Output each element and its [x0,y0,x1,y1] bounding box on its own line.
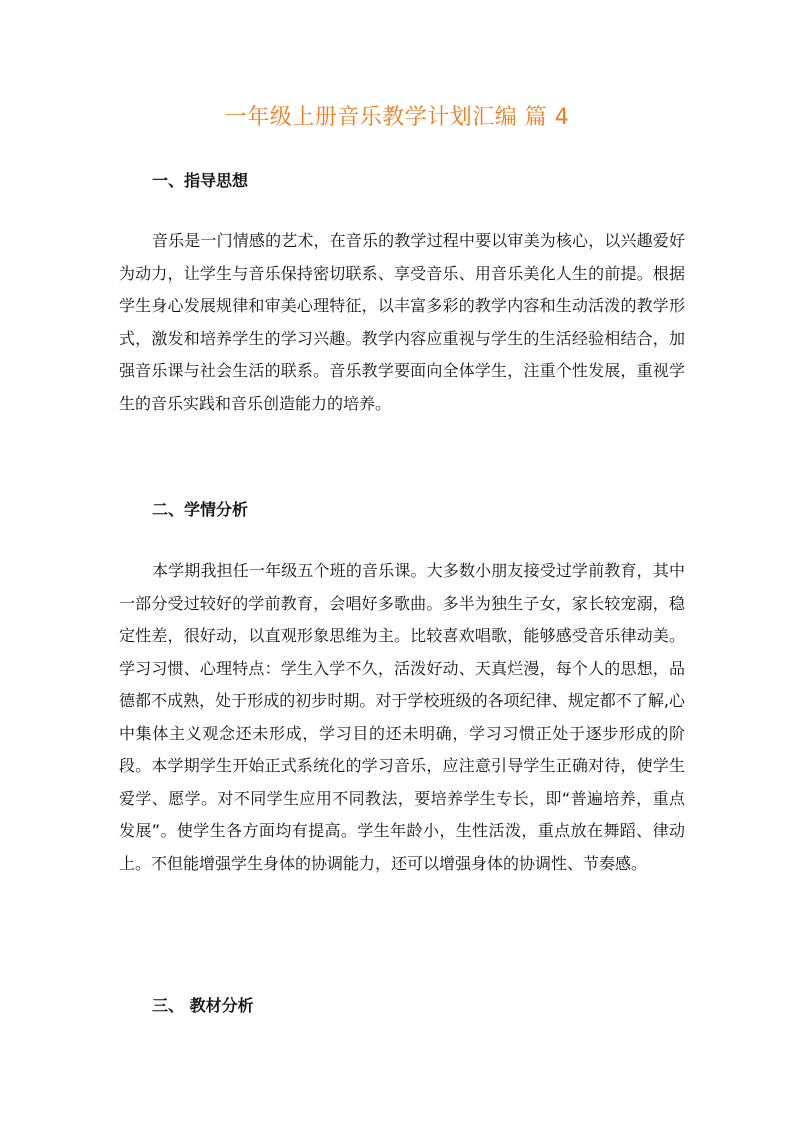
section-paragraph-guiding-ideology: 音乐是一门情感的艺术，在音乐的教学过程中要以审美为核心，以兴趣爱好为动力，让学生与音乐保持密切联系、享受音乐、用音乐美化人生的前提。根据学生身心发展规律和审美心理特征，以丰富多彩的教学内容和生动活泼的教学形式，激发和培养学生的学习兴趣。教学内容应重视与学生的生活经验相结合，加强音乐课与社会生活的联系。音乐教学要面向全体学生，注重个性发展，重视学生的音乐实践和音乐创造能力的培养。 [119,231,685,413]
section-paragraph-student-analysis: 本学期我担任一年级五个班的音乐课。大多数小朋友接受过学前教育，其中一部分受过较好的学前教育，会唱好多歌曲。多半为独生子女，家长较宠溺，稳定性差，很好动，以直观形象思维为主。比较喜欢唱歌，能够感受音乐律动美。学习习惯、心理特点：学生入学不久，活泼好动、天真烂漫，每个人的思想，品德都不成熟，处于形成的初步时期。对于学校班级的各项纪律、规定都不了解,心中集体主义观念还未形成，学习目的还未明确，学习习惯正处于逐步形成的阶段。本学期学生开始正式系统化的学习音乐，应注意引导学生正确对待，使学生爱学、愿学。对不同学生应用不同教法，要培养学生专长，即“普遍培养，重点发展”。使学生各方面均有提高。学生年龄小，生性活泼，重点放在舞蹈、律动上。不但能增强学生身体的协调能力，还可以增强身体的协调性、节奏感。 [119,561,685,873]
section-heading-student-analysis: 二、学情分析 [152,500,249,519]
section-heading-textbook-analysis: 三、 教材分析 [152,996,254,1015]
section-heading-guiding-ideology: 一、指导思想 [152,171,249,190]
page-title: 一年级上册音乐教学计划汇编 篇 4 [224,105,570,130]
